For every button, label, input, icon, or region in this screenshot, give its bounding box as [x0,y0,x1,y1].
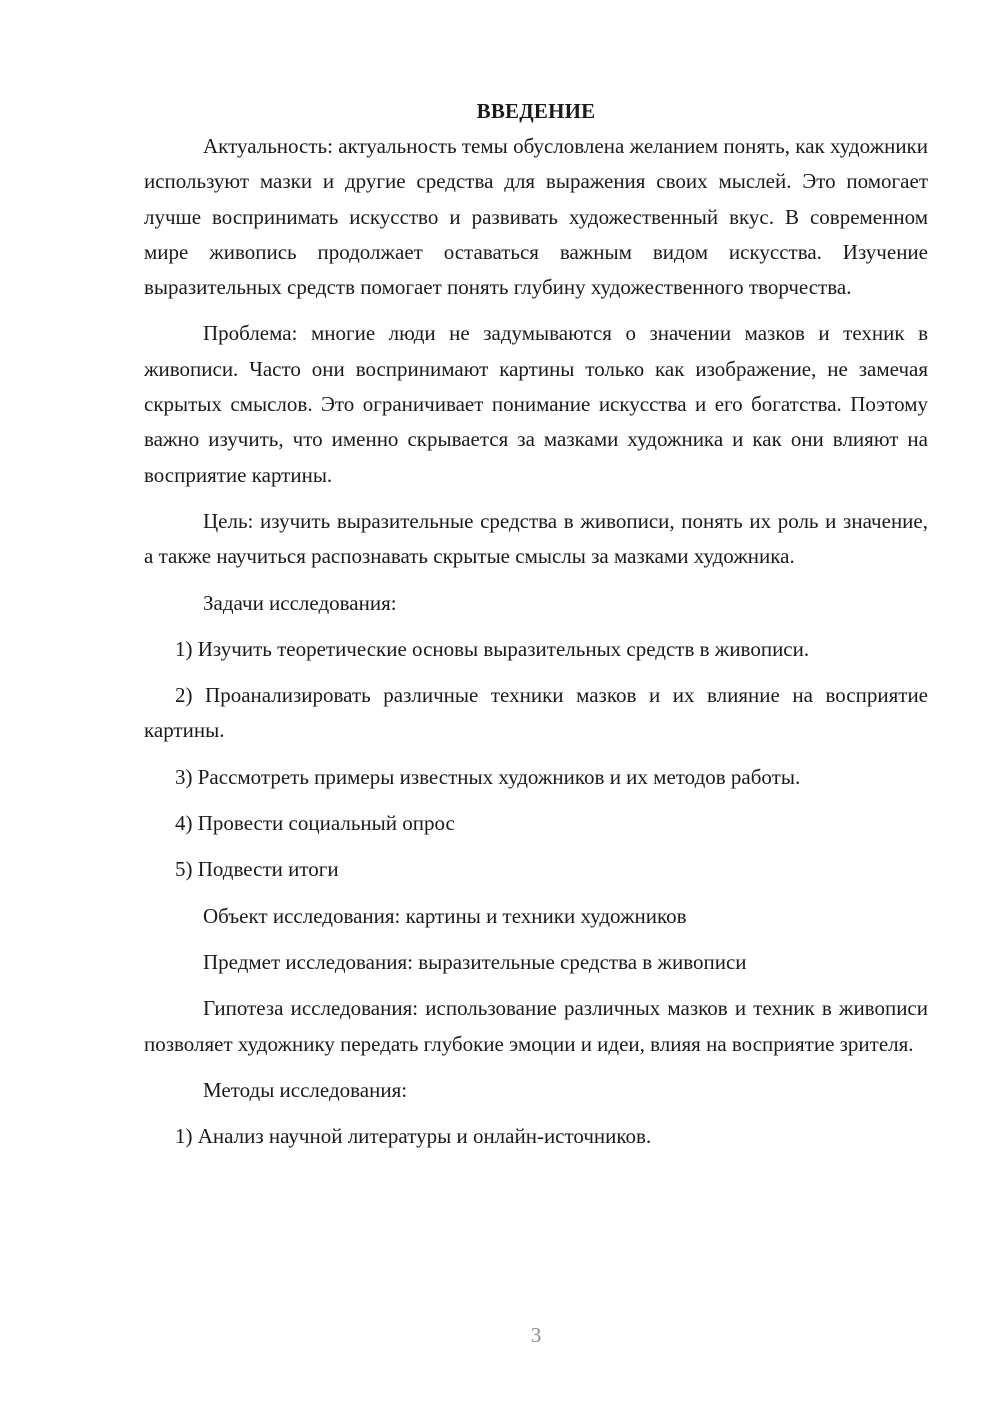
task-item-3: 3) Рассмотреть примеры известных художников и их методов работы. [175,764,801,789]
task-item-1: 1) Изучить теоретические основы выразительных средств в живописи. [175,636,810,661]
document-page [144,93,928,1165]
task-item-2: 2) Проанализировать различные техники мазков и их влияние на восприятие картины. [144,683,928,743]
paragraph-hypothesis: Гипотеза исследования: использование различных мазков и техник в живописи позволяет художнику передать глубокие эмоции и идеи, влияя на восприятие зрителя. [144,996,928,1056]
paragraph-subject: Предмет исследования: выразительные средства в живописи [203,949,747,974]
page-number: 3 [530,1323,542,1347]
paragraph-object: Объект исследования: картины и техники художников [203,903,687,928]
task-item-5: 5) Подвести итоги [175,857,339,882]
paragraph-tasks-title: Задачи исследования: [203,590,397,615]
task-item-4: 4) Провести социальный опрос [175,811,455,836]
section-heading: ВВЕДЕНИЕ [476,99,596,123]
paragraph-methods-title: Методы исследования: [203,1077,408,1102]
method-item-1: 1) Анализ научной литературы и онлайн-источников. [175,1124,652,1149]
paragraph-relevance: Актуальность: актуальность темы обусловлена желанием понять, как художники используют мазки и другие средства для выражения своих мыслей. Это помогает лучше воспринимать искусство и развивать художественный вкус. В современном мире живопись продолжает оставаться важным видом искусства. Изучение выразительных средств помогает понять глубину художественного творчества. [144,134,928,300]
paragraph-problem: Проблема: многие люди не задумываются о значении мазков и техник в живописи. Часто они воспринимают картины только как изображение, не замечая скрытых смыслов. Это ограничивает понимание искусства и его богатства. Поэтому важно изучить, что именно скрывается за мазками художника и как они влияют на восприятие картины. [144,321,928,487]
paragraph-goal: Цель: изучить выразительные средства в живописи, понять их роль и значение, а также научиться распознавать скрытые смыслы за мазками художника. [144,508,928,569]
